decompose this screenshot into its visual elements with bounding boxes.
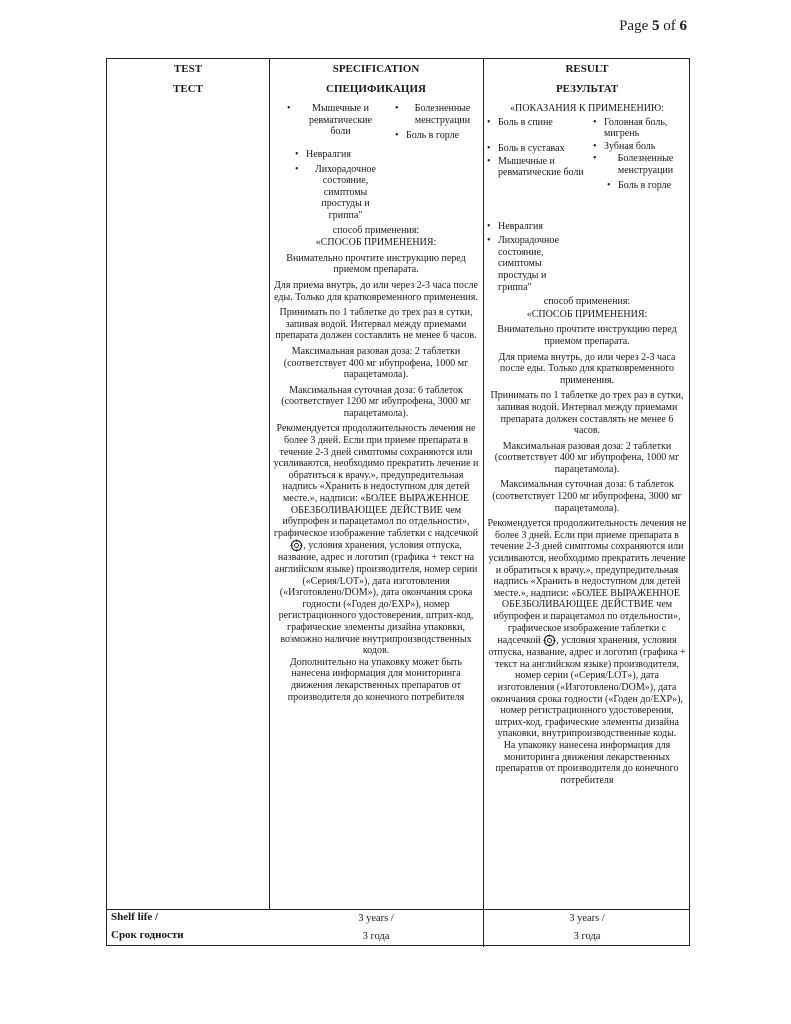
result-column [487, 103, 687, 790]
list-item: • Невралгия [487, 221, 579, 233]
spec-column [273, 103, 479, 707]
result-p4: Максимальная разовая доза: 2 таблетки (соответствует 400 мг ибупрофена, 1000 мг парацетамола). [494, 440, 680, 475]
spec-p2: Для приема внутрь, до или через 2-3 часа после еды. Только для кратковременного применения. [274, 279, 478, 303]
result-p5: Максимальная суточная доза: 6 таблеток (соответствует 1200 мг ибупрофена, 3000 мг парацетамола). [492, 479, 682, 514]
spec-p1: Внимательно прочтите инструкцию перед приемом препарата. [286, 252, 466, 276]
list-item: • Боль в горле [607, 180, 687, 192]
header-result-ru: РЕЗУЛЬТАТ [555, 83, 619, 95]
spec-list-c [295, 149, 385, 222]
list-item: • Невралгия [295, 149, 385, 161]
shelf-spec-ru: 3 года [362, 931, 390, 942]
spec-p4: Максимальная разовая доза: 2 таблетки (соответствует 400 мг ибупрофена, 1000 мг парацетамола). [283, 345, 469, 381]
result-method-title: способ применения: [543, 296, 631, 308]
header-spec-ru: СПЕЦИФИКАЦИЯ [326, 83, 426, 95]
result-list-a [487, 117, 587, 179]
spec-p3: Принимать по 1 таблетке до трех раз в сутки, запивая водой. Интервал между приемами препарата должен составлять не менее 6 часов. [275, 307, 477, 342]
result-method-caps: «СПОСОБ ПРИМЕНЕНИЯ: [526, 308, 648, 320]
result-p1: Внимательно прочтите инструкцию перед приемом препарата. [497, 324, 677, 347]
spec-p6b-text: , условия хранения, условия отпуска, название, адрес и логотип (графика + текст на английском языке) производителя, номер серии («Серия/LOT»), дата изготовления («Изготовлено/DOM»), дата окончания срока годности («Годен до/EXP»), номер регистрационного удостоверения, штрих-код, графические элементы дизайна упаковки, возможно наличие внутрипроизводственных кодов. [274, 540, 478, 657]
list-item: • Головная боль, мигрень [593, 117, 687, 140]
scored-tablet-icon [543, 634, 556, 647]
list-item: • Лихорадочное состояние, симптомы простуды и гриппа" [487, 235, 579, 293]
page-current: 5 [652, 18, 660, 34]
spec-p6-text: Рекомендуется продолжительность лечения не более 3 дней. Если при приеме препарата в течение 2-3 дней симптомы сохраняются или усиливаются, необходимо прекратить лечение и обратиться к врачу.», предупредительная надпись «Хранить в недоступном для детей месте.», надписи: «БОЛЕЕ ВЫРАЖЕННОЕ ОБЕЗБОЛИВАЮЩЕЕ ДЕЙСТВИЕ чем ибупрофен и парацетамол по отдельности», графическое изображение таблетки с надсечкой [273, 423, 479, 539]
header-result-en: RESULT [565, 63, 609, 75]
spec-method-title: способ применения: [332, 224, 420, 236]
result-p3: Принимать по 1 таблетке до трех раз в сутки, запивая водой. Интервал между приемами препарата должен составлять не менее 6 часов. [490, 390, 684, 437]
page-total: 6 [679, 18, 687, 34]
scored-tablet-icon [290, 539, 303, 552]
shelf-result-en: 3 years / [569, 913, 605, 924]
list-item: • Болезненные менструации [593, 153, 687, 176]
list-item: • Зубная боль [593, 141, 687, 153]
result-p6 [487, 518, 687, 740]
spec-method-caps: «СПОСОБ ПРИМЕНЕНИЯ: [315, 237, 437, 249]
header-spec-en: SPECIFICATION [332, 63, 420, 75]
list-item: • Боль в горле [395, 130, 479, 142]
result-p6-text: Рекомендуется продолжительность лечения не более 3 дней. Если при приеме препарата в течение 2-3 дней симптомы сохраняются или усиливаются, необходимо прекратить лечение и обратиться к врачу.», предупредительная надпись «Хранить в недоступном для детей месте.», надписи: «БОЛЕЕ ВЫРАЖЕННОЕ ОБЕЗБОЛИВАЮЩЕЕ ДЕЙСТВИЕ чем ибупрофен и парацетамол по отдельности», графическое изображение таблетки с надсечкой [487, 518, 687, 646]
list-item: • Болезненные менструации [395, 103, 479, 126]
spec-list-a [287, 103, 383, 138]
header-test-ru: ТЕСТ [173, 83, 203, 95]
list-item: • Мышечные и ревматические боли [487, 156, 587, 179]
spec-p6 [273, 423, 479, 656]
spec-p5: Максимальная суточная доза: 6 таблеток (соответствует 1200 мг ибупрофена, 3000 мг парацетамола). [281, 384, 471, 419]
list-item: • Боль в суставах [487, 143, 587, 155]
page-prefix: Page [619, 18, 649, 34]
list-item: • Боль в спине [487, 117, 587, 129]
col-divider-2 [483, 59, 484, 947]
result-p2: Для приема внутрь, до или через 2-3 часа после еды. Только для кратковременного применения. [498, 351, 676, 386]
result-bullets-top [487, 117, 687, 221]
shelf-spec-en: 3 years / [358, 913, 394, 924]
col-divider-1 [269, 59, 270, 909]
result-indications: «ПОКАЗАНИЯ К ПРИМЕНЕНИЮ: [510, 103, 664, 114]
result-list-b [593, 117, 687, 192]
spec-bullets-top [273, 103, 479, 149]
header-test-en: TEST [173, 63, 203, 75]
shelf-label-ru: Срок годности [111, 929, 184, 941]
spec-list-b [395, 103, 479, 142]
row-divider [107, 909, 689, 910]
shelf-label-en: Shelf life / [111, 911, 159, 923]
shelf-result-ru: 3 года [573, 931, 601, 942]
list-item: • Лихорадочное состояние, симптомы простуды и гриппа" [295, 164, 385, 222]
result-list-c [487, 221, 579, 294]
spec-p7: Дополнительно на упаковку может быть нанесена информация для мониторинга движения лекарственных препаратов от производителя до конечного потребителя [287, 656, 465, 703]
spec-table [106, 58, 690, 946]
page-number [619, 18, 687, 35]
page-of: of [663, 18, 676, 34]
result-p7: На упаковку нанесена информация для мониторинга движения лекарственных препаратов от производителя до конечного потребителя [495, 739, 679, 786]
list-item: • Мышечные и ревматические боли [287, 103, 383, 138]
result-p6b-text: , условия хранения, условия отпуска, название, адрес и логотип (графика + текст на английском языке) производителя, номер серии («Серия/LOT»), дата изготовления («Изготовлено/DOM»), дата окончания срока годности («Годен до/EXP»), номер регистрационного удостоверения, штрих-код, графические элементы дизайна упаковки, внутрипроизводственные коды. [488, 634, 686, 740]
